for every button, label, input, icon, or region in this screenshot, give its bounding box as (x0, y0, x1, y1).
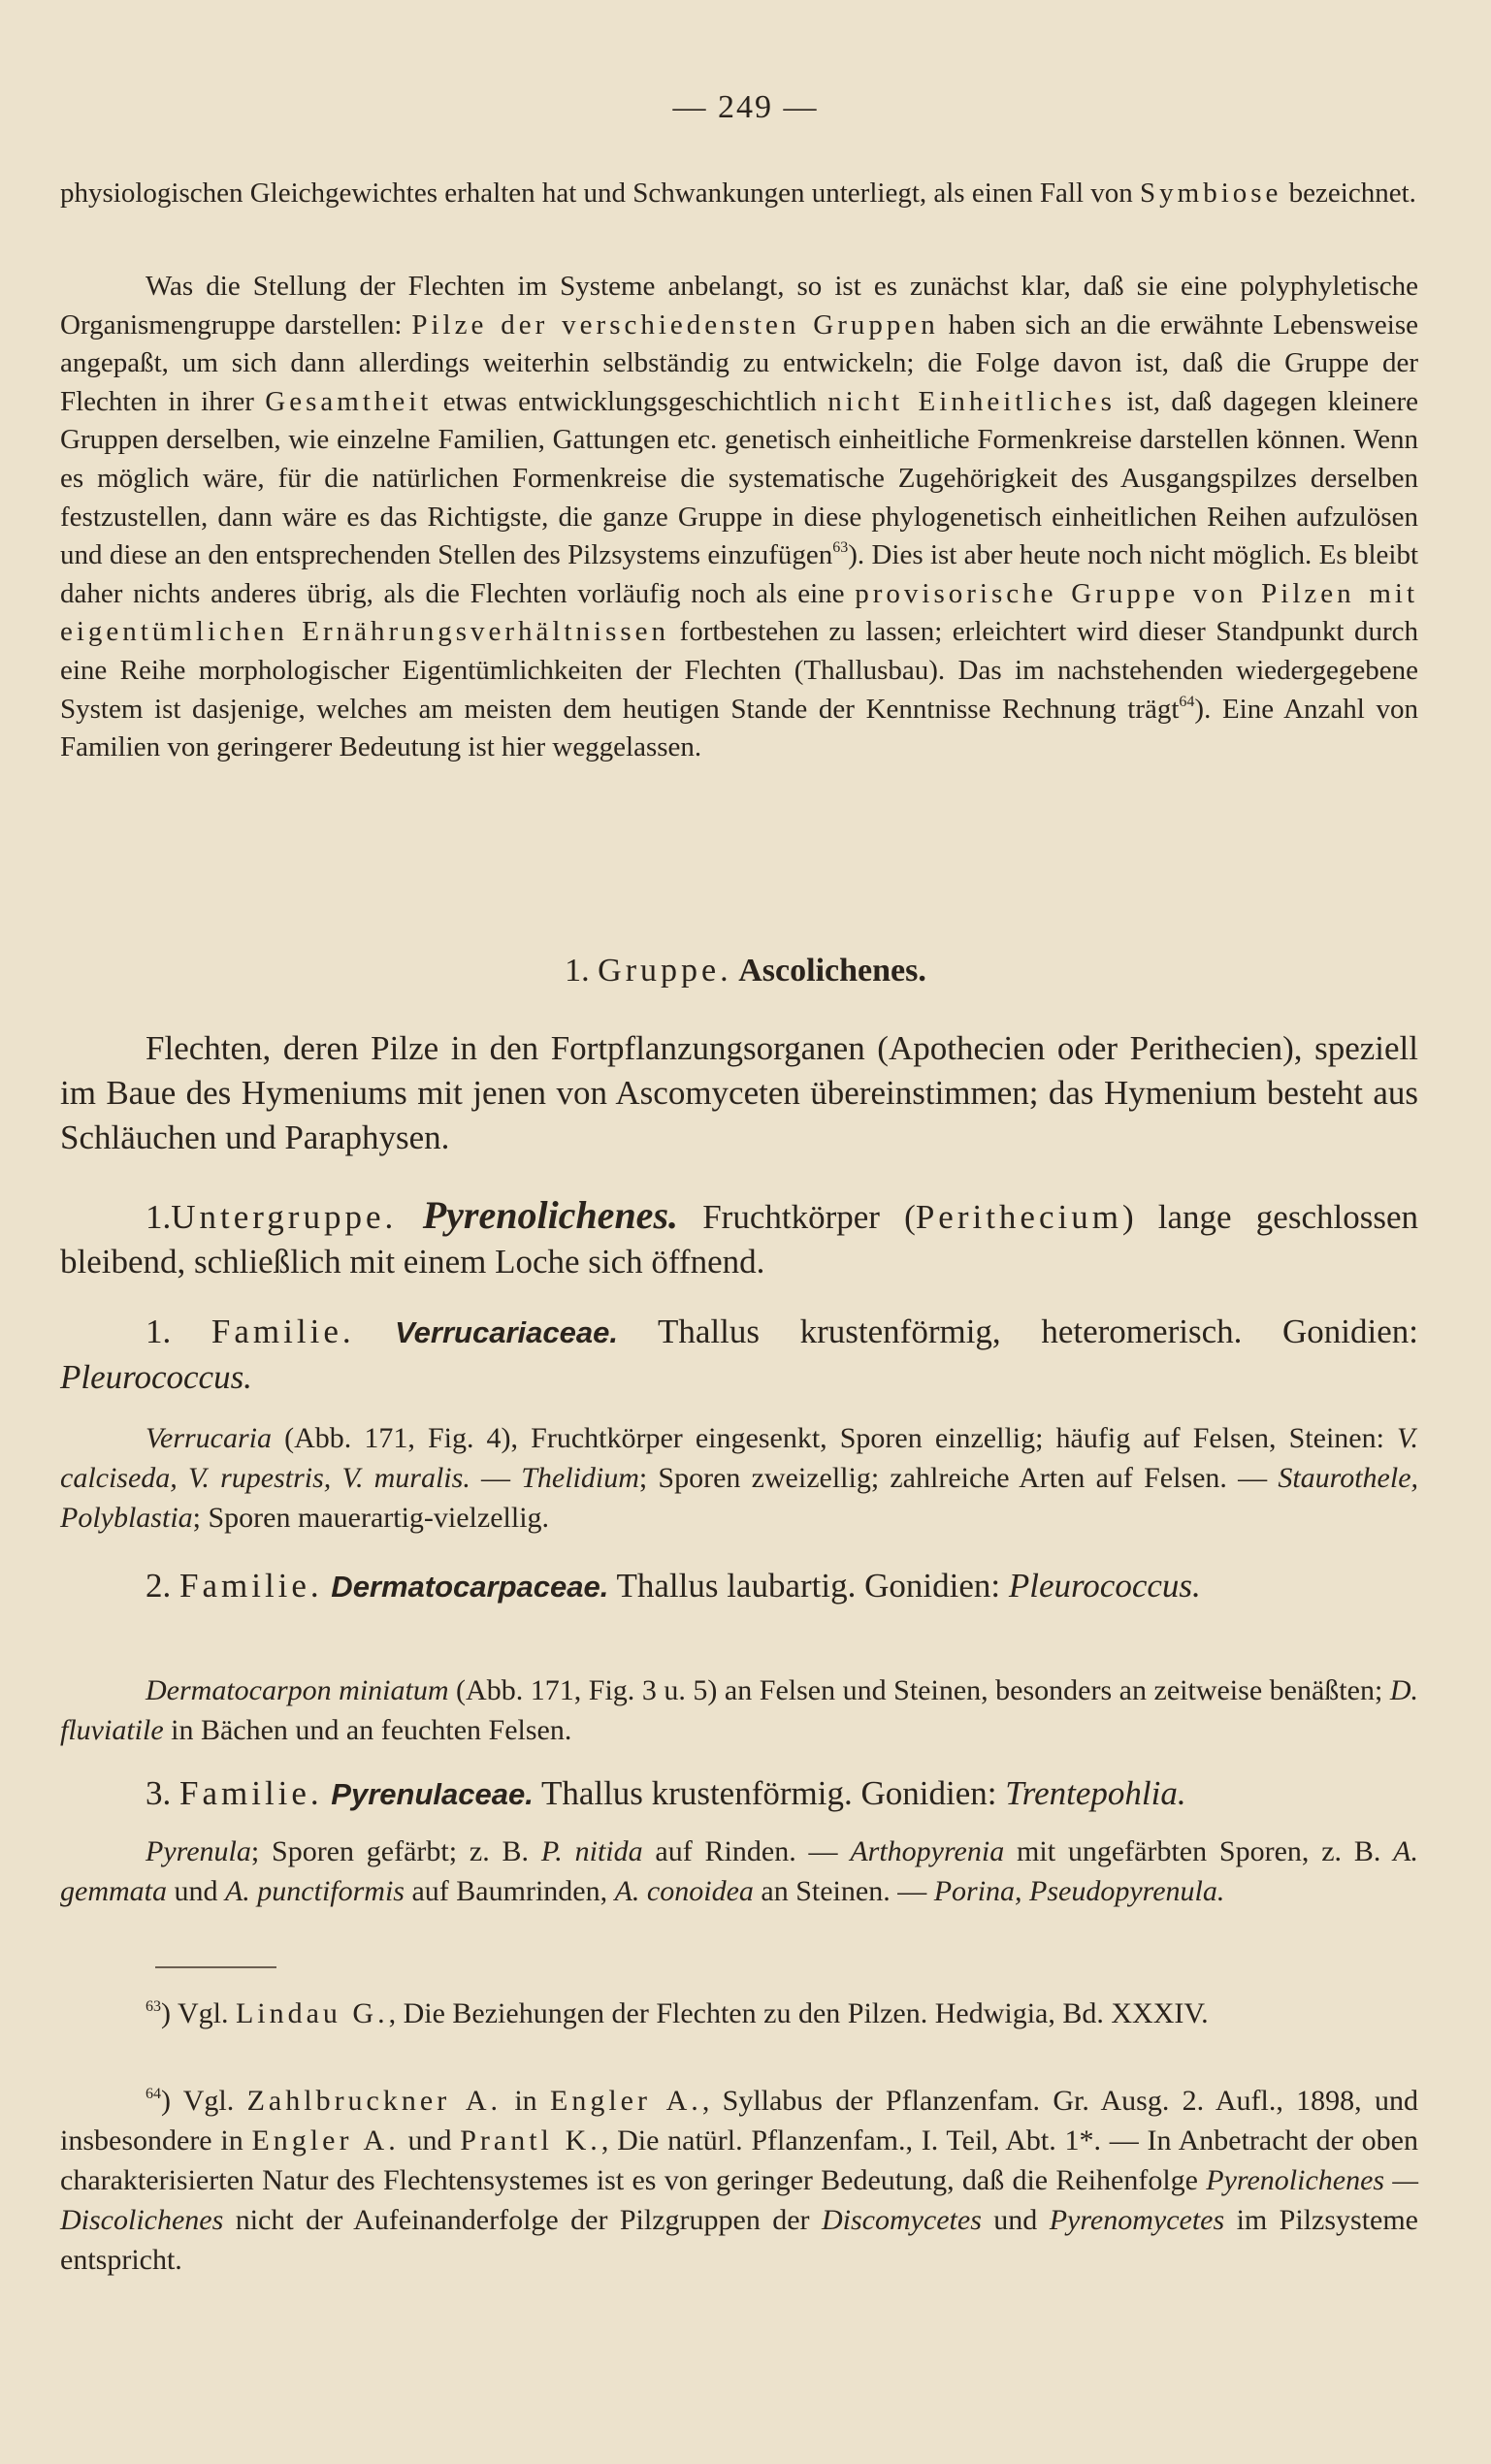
genus-name: Pyrenula (146, 1835, 251, 1867)
genus-names: Porina, Pseudopyrenula. (933, 1875, 1225, 1907)
text: (Abb. 171, Fig. 3 u. 5) an Felsen und Steinen, besonders an zeitweise benäßten; (448, 1674, 1390, 1706)
family-3-heading (60, 1771, 1418, 1817)
genus-name: Pleurococcus. (60, 1358, 252, 1396)
spaced-term: Untergruppe. (171, 1198, 398, 1236)
spaced-term: Familie. (179, 1774, 323, 1812)
family-1-heading (60, 1310, 1418, 1400)
taxon-names: Pyrenolichenes — Discolichenes (60, 2164, 1419, 2236)
genus-name: Thelidium (521, 1462, 639, 1494)
footnote-mark: 63 (146, 1998, 161, 2015)
family-name: Pyrenulaceae. (322, 1777, 534, 1811)
text: und (981, 2204, 1050, 2236)
family-2-heading (60, 1564, 1418, 1609)
text: auf Baumrinden, (404, 1875, 615, 1907)
text: ; Sporen gefärbt; z. B. (250, 1835, 541, 1867)
text: in Bächen und an feuchten Felsen. (163, 1714, 572, 1746)
text: Thallus krustenförmig, heteromerisch. Gonidien: (617, 1313, 1418, 1350)
genus-name: Arthopyrenia (850, 1835, 1005, 1867)
family-1-text (60, 1418, 1418, 1538)
footnote-ref-63: 63 (832, 539, 849, 557)
text: 1. (146, 1198, 172, 1236)
text: 3. (146, 1774, 179, 1812)
species-name: A. conoidea (614, 1875, 754, 1907)
species-name: A. punctiformis (224, 1875, 405, 1907)
text: in (502, 2085, 550, 2117)
spaced-term: provisorische Gruppe von Pilzen mit eigentümlichen Ernährungsverhältnissen (60, 577, 1419, 648)
family-3-text (60, 1832, 1418, 1911)
footnote-mark: 64 (146, 2086, 161, 2102)
genus-names: Staurothele, Polyblastia (60, 1462, 1419, 1534)
subgroup-paragraph (60, 1193, 1418, 1284)
family-name: Verrucariaceae. (354, 1315, 618, 1349)
spaced-term: Familie. (179, 1567, 323, 1605)
text: an Steinen. — (753, 1875, 934, 1907)
author-name: Lindau G. (235, 1997, 389, 2029)
text: ) Vgl. (161, 1997, 236, 2029)
text: auf Rinden. — (642, 1835, 851, 1867)
spaced-term: Gesamtheit (265, 385, 433, 417)
spaced-term: Gruppe. (598, 953, 732, 989)
family-2-text (60, 1670, 1418, 1750)
text: Was die Stellung der Flechten im Systeme anbelangt, so ist es zunächst klar, daß sie eine polyphyletische Organismengruppe darstellen: (60, 271, 1418, 340)
spaced-term: Symbiose (1140, 178, 1282, 209)
paragraph-symbiose (60, 175, 1418, 213)
text: haben sich an die erwähnte Lebensweise angepaßt, um sich dann allerdings weiterhin selbständig zu entwickeln; die Folge davon ist, daß die Gruppe der Flechten in ihrer (60, 308, 1418, 417)
text: ). Eine Anzahl von Familien von geringerer Bedeutung ist hier weggelassen. (60, 693, 1418, 763)
species-name: D. fluviatile (60, 1674, 1418, 1746)
footnote-divider (155, 1966, 276, 1968)
text: und (399, 2124, 461, 2156)
group-description: Flechten, deren Pilze in den Fortpflanzungsorganen (Apothecien oder Perithecien), speziell im Baue des Hymeniums mit jenen von Ascomyceten übereinstimmen; das Hymenium besteht aus Schläuchen und Paraphysen. (60, 1029, 1418, 1156)
text: fortbestehen zu lassen; erleichtert wird dieser Standpunkt durch eine Reihe morphologischer Eigentümlichkeiten der Flechten (Thallusbau). Das im nachstehenden wiedergegebene System ist dasjenige, welches am meisten dem heutigen Stande der Kenntnisse Rechnung trägt (60, 616, 1418, 725)
text: Fruchtkörper ( (678, 1198, 916, 1236)
author-name: Zahlbruckner A. (246, 2085, 502, 2117)
text: etwas entwicklungsgeschichtlich (432, 385, 828, 417)
family-name: Dermatocarpaceae. (322, 1570, 609, 1604)
group-name: Ascolichenes. (731, 953, 926, 989)
text: 2. (146, 1567, 179, 1605)
text: Thallus laubartig. Gonidien: (608, 1567, 1009, 1605)
text: , Die Beziehungen der Flechten zu den Pilzen. Hedwigia, Bd. XXXIV. (388, 1997, 1209, 2029)
genus-name: Pleurococcus. (1008, 1567, 1201, 1605)
text: bezeichnet. (1281, 178, 1416, 209)
species-name: P. nitida (540, 1835, 643, 1867)
spaced-term: nicht Einheitliches (827, 385, 1116, 417)
text: (Abb. 171, Fig. 4), Fruchtkörper eingesenkt, Sporen einzellig; häufig auf Felsen, Steinen: (272, 1422, 1398, 1454)
footnote-63 (60, 1994, 1418, 2033)
species-name: A. gemmata (60, 1835, 1418, 1907)
footnote-ref-64: 64 (1179, 693, 1195, 710)
section-heading (0, 953, 1491, 989)
text: ) Vgl. (161, 2085, 247, 2117)
text: und (166, 1875, 225, 1907)
spaced-term: Familie. (211, 1313, 355, 1350)
text: ) lange geschlossen bleibend, schließlich mit einem Loche sich öffnend. (60, 1198, 1418, 1281)
text: mit ungefärbten Sporen, z. B. (1004, 1835, 1394, 1867)
subgroup-name: Pyrenolichenes. (397, 1193, 679, 1237)
text: im Pilzsysteme entspricht. (60, 2204, 1418, 2276)
taxon-name: Discomycetes (821, 2204, 982, 2236)
text: Thallus krustenförmig. Gonidien: (533, 1774, 1006, 1812)
text: nicht der Aufeinanderfolge der Pilzgruppen der (223, 2204, 822, 2236)
author-name: Engler A. (550, 2085, 702, 2117)
paragraph-system (60, 268, 1418, 767)
text: ; Sporen zweizellig; zahlreiche Arten auf Felsen. — (638, 1462, 1279, 1494)
text: ; Sporen mauerartig-vielzellig. (192, 1502, 550, 1534)
genus-name: Trentepohlia. (1005, 1774, 1186, 1812)
text: 1. (565, 953, 599, 989)
text: ). Dies ist aber heute noch nicht möglich. Es bleibt daher nichts anderes übrig, als die Flechten vorläufig noch als eine (60, 539, 1418, 609)
text: — (470, 1462, 522, 1494)
text: physiologischen Gleichgewichtes erhalten hat und Schwankungen unterliegt, als einen Fall von (60, 178, 1141, 209)
footnote-64 (60, 2081, 1418, 2280)
text: ist, daß dagegen kleinere Gruppen derselben, wie einzelne Familien, Gattungen etc. genetisch einheitliche Formenkreise darstellen können. Wenn es möglich wäre, für die natürlichen Formenkreise die systematische Zugehörigkeit des Ausgangspilzes derselben festzustellen, dann wäre es das Richtigste, die ganze Gruppe in diese phylogenetisch einheitlichen Reihen aufzulösen und diese an den entsprechenden Stellen des Pilzsystems einzufügen (60, 385, 1418, 571)
taxon-name: Pyrenomycetes (1049, 2204, 1225, 2236)
text: , Die natürl. Pflanzenfam., I. Teil, Abt. 1*. — In Anbetracht der oben charakterisierten Natur des Flechtensystemes ist es von geringer Bedeutung, daß die Reihenfolge (60, 2124, 1418, 2196)
spaced-term: Perithecium (915, 1198, 1122, 1236)
text: 1. (146, 1313, 211, 1350)
author-name: Engler A. (251, 2124, 400, 2156)
species-names: V. calciseda, V. rupestris, V. muralis. (60, 1422, 1418, 1494)
genus-name: Verrucaria (146, 1422, 272, 1454)
page-number: — 249 — (672, 89, 819, 125)
text: , Syllabus der Pflanzenfam. Gr. Ausg. 2. Aufl., 1898, und insbesondere in (60, 2085, 1418, 2156)
spaced-term: Pilze der verschiedensten Gruppen (411, 308, 939, 340)
author-name: Prantl K. (460, 2124, 601, 2156)
species-name: Dermatocarpon miniatum (146, 1674, 449, 1706)
